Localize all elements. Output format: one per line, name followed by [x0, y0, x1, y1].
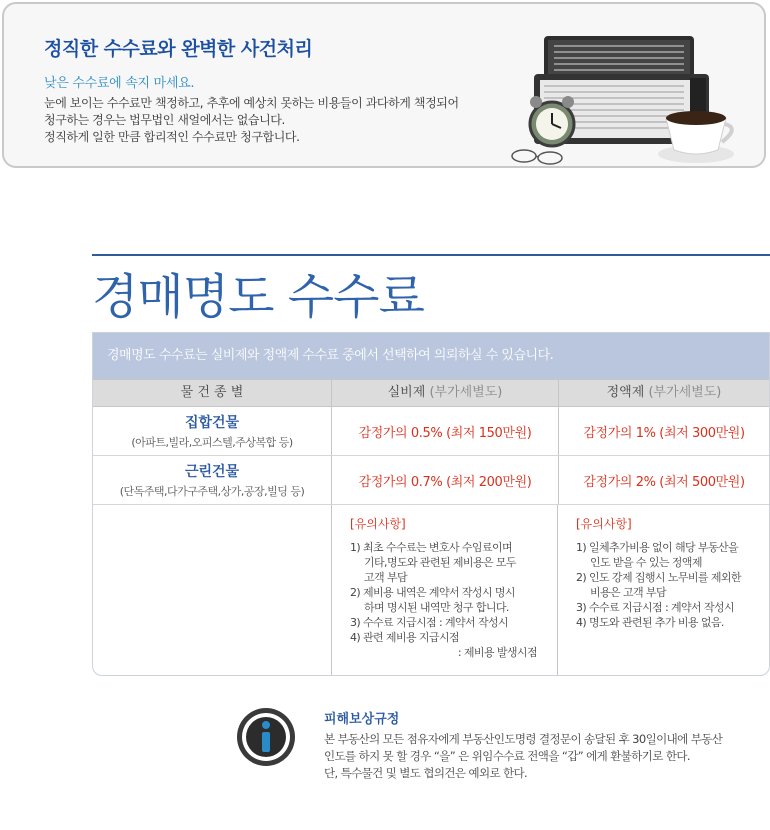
row-actual-cell	[332, 407, 559, 455]
binder-clock-coffee-illustration	[504, 16, 744, 166]
row-flat-price: 감정가의 1% (최저 300만원)	[583, 425, 745, 441]
notes-actual-item-cont: : 제비용 발생시점	[457, 646, 537, 659]
banner-line-3: 정직하게 일한 만큼 합리적인 수수료만 청구합니다.	[44, 130, 300, 144]
banner-subtitle: 낮은 수수료에 속지 마세요.	[44, 76, 195, 91]
compensation-line-2: 인도를 하지 못 할 경우 “을” 은 위임수수료 전액을 “갑” 에게 환불하기로 한다.	[324, 749, 690, 763]
notes-actual-item-cont: 기타,명도와 관련된 제비용은 모두	[364, 556, 516, 569]
row-type-desc: (단독주택,다가구주택,상가,공장,빌딩 등)	[119, 485, 305, 498]
row-flat-price: 감정가의 2% (최저 500만원)	[583, 474, 745, 490]
row-flat-cell	[559, 456, 769, 504]
notes-flat-item-cont: 비용은 고객 부담	[590, 586, 666, 599]
row-actual-price: 감정가의 0.5% (최저 150만원)	[358, 425, 532, 441]
column-header-flat	[559, 380, 769, 406]
banner-line-1: 눈에 보이는 수수료만 책정하고, 추후에 예상치 못하는 비용들이 과다하게 책정되어	[44, 96, 459, 110]
row-actual-price: 감정가의 0.7% (최저 200만원)	[358, 474, 532, 490]
table-row	[93, 456, 769, 505]
table-column-headers	[93, 379, 769, 407]
notes-flat-item: 4) 명도와 관련된 추가 비용 없음.	[576, 616, 724, 629]
notes-flat-item: 3) 수수료 지급시점 : 계약서 작성시	[576, 601, 735, 614]
notes-empty-cell	[93, 505, 332, 675]
compensation-line-1: 본 부동산의 모든 점유자에게 부동산인도명령 결정문이 송달된 후 30일이내에 부동산	[324, 732, 723, 746]
compensation-info	[324, 708, 722, 782]
section-title: 경매명도 수수료	[92, 269, 424, 325]
notes-actual-item: 1) 최초 수수료는 변호사 수임료이며	[350, 541, 513, 554]
row-type-name: 집합건물	[184, 415, 240, 431]
column-header-flat-label: 정액제	[606, 385, 645, 400]
notes-flat-title: [유의사항]	[576, 517, 632, 531]
notes-actual-item-cont: 하며 명시된 내역만 청구 합니다.	[364, 601, 509, 614]
table-header-banner: 경매명도 수수료는 실비제와 정액제 수수료 중에서 선택하여 의뢰하실 수 있습니다.	[93, 333, 769, 379]
row-type-cell	[93, 407, 332, 455]
notes-actual-title: [유의사항]	[350, 517, 406, 531]
compensation-title: 피해보상규정	[324, 712, 400, 727]
notes-flat-item-cont: 인도 받을 수 있는 정액제	[590, 556, 702, 569]
column-header-actual-note: (부가세별도)	[429, 385, 503, 400]
notes-row	[93, 505, 769, 675]
eyeglasses	[512, 150, 562, 164]
info-icon	[235, 706, 297, 768]
banner-line-2: 청구하는 경우는 법무법인 새얼에서는 없습니다.	[44, 113, 285, 127]
notes-flat-item: 1) 일체추가비용 없이 해당 부동산을	[576, 541, 739, 554]
section-divider	[92, 254, 770, 256]
fee-banner	[2, 2, 766, 168]
notes-flat-item: 2) 인도 강제 집행시 노무비를 제외한	[576, 571, 741, 584]
column-header-actual	[332, 380, 559, 406]
column-header-type: 물 건 종 별	[93, 380, 332, 406]
row-type-name: 근린건물	[184, 464, 240, 480]
compensation-line-3: 단, 특수물건 및 별도 협의건은 예외로 한다.	[324, 766, 528, 780]
notes-actual-item: 4) 관련 제비용 지급시점	[350, 631, 460, 644]
row-actual-cell	[332, 456, 559, 504]
column-header-flat-note: (부가세별도)	[648, 385, 722, 400]
row-type-desc: (아파트,빌라,오피스텔,주상복합 등)	[131, 436, 293, 449]
notes-actual-item: 2) 제비용 내역은 계약서 작성시 명시	[350, 586, 515, 599]
banner-title: 정직한 수수료와 완벽한 사건처리	[44, 38, 313, 60]
notes-actual	[332, 505, 558, 675]
row-flat-cell	[559, 407, 769, 455]
column-header-actual-label: 실비제	[387, 385, 426, 400]
alarm-clock	[530, 96, 574, 146]
table-row	[93, 407, 769, 456]
notes-flat	[558, 505, 769, 675]
notes-actual-item: 3) 수수료 지급시점 : 계약서 작성시	[350, 616, 509, 629]
fee-table	[92, 332, 770, 676]
notes-actual-item-cont: 고객 부담	[364, 571, 408, 584]
row-type-cell	[93, 456, 332, 504]
